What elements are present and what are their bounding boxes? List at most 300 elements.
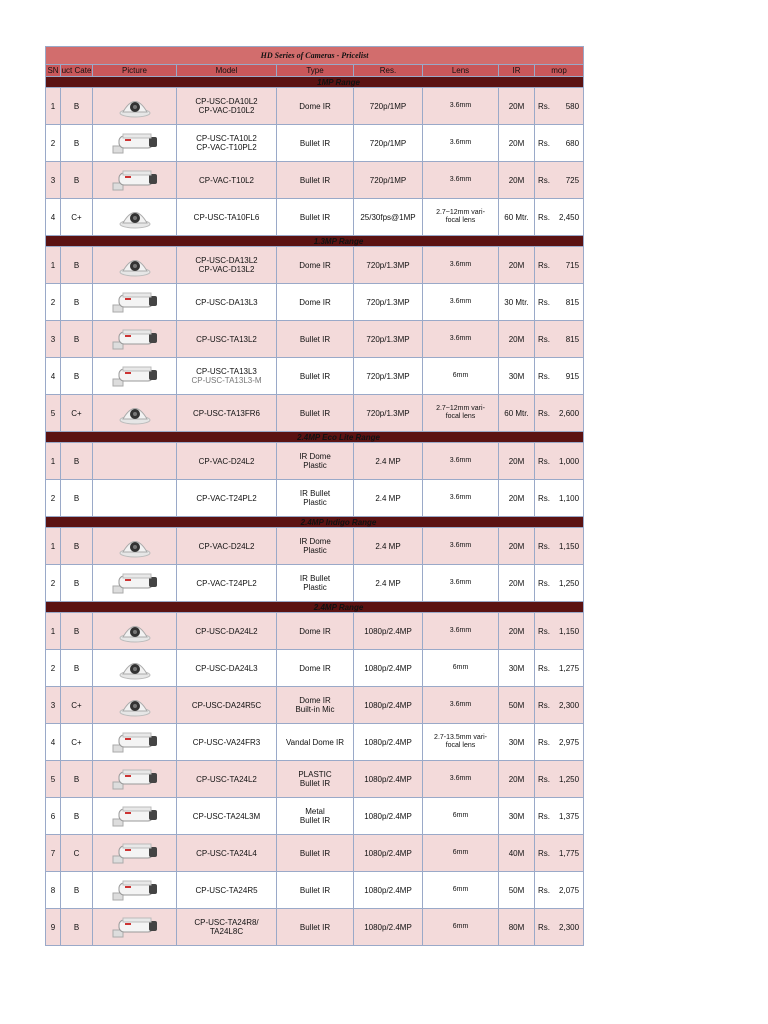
cell-resolution: 720p/1MP [354,162,423,199]
dome-camera-icon [93,395,176,431]
cell-price [535,613,584,650]
type-line-2: Built-in Mic [295,705,335,714]
cell-model [177,798,277,835]
bullet-camera-icon [93,909,176,945]
currency-label: Rs. [538,212,550,222]
cell-price [535,88,584,125]
cell-picture [93,284,177,321]
cell-model [177,835,277,872]
cell-sn: 6 [46,798,61,835]
lens-line-1: 6mm [452,886,469,893]
table-row [46,125,584,162]
bullet-camera-icon [93,835,176,871]
cell-sn: 1 [46,88,61,125]
section-label: 2.4MP Indigo Range [300,517,377,527]
cell-resolution: 720p/1MP [354,88,423,125]
table-row [46,528,584,565]
table-row [46,247,584,284]
price-value: 1,275 [559,663,580,673]
type-line-1: Bullet IR [299,212,331,222]
price-value: 2,300 [559,700,580,710]
cell-model [177,247,277,284]
currency-label: Rs. [538,297,550,307]
cell-ir: 20M [499,480,535,517]
dome-camera-icon [93,88,176,124]
lens-line-1: 2.7-13.5mm vari- [434,734,487,741]
cell-picture [93,613,177,650]
cell-type [277,687,354,724]
cell-model [177,88,277,125]
dome-camera-icon [93,613,176,649]
section-label: 2.4MP Eco Lite Range [297,432,380,442]
cell-sn: 3 [46,321,61,358]
lens-line-1: 3.6mm [449,298,472,305]
cell-price [535,284,584,321]
lens-line-1: 6mm [452,664,469,671]
model-line-1: CP-USC-TA24L4 [196,848,257,858]
section-header [46,236,584,247]
cell-picture [93,687,177,724]
type-line-1: Dome IR [299,663,331,673]
dome-camera-icon [93,199,176,235]
cell-lens [423,909,499,946]
bullet-camera-icon [93,565,176,601]
price-value: 2,450 [559,212,580,222]
type-line-1: Dome IR [299,297,331,307]
model-line-1: CP-VAC-T24PL2 [196,578,257,588]
title-row [46,47,584,65]
cell-lens [423,613,499,650]
lens-line-1: 2.7~12mm vari- [436,209,485,216]
price-value: 815 [565,297,580,307]
type-line-1: IR Dome [299,537,331,546]
price-value: 2,975 [559,737,580,747]
price-value: 2,600 [559,408,580,418]
cell-model [177,199,277,236]
currency-label: Rs. [538,408,550,418]
cell-price [535,480,584,517]
cell-sn: 1 [46,613,61,650]
cell-type [277,480,354,517]
lens-line-2: focal lens [445,413,476,420]
cell-price [535,162,584,199]
lens-line-2: focal lens [445,742,476,749]
currency-label: Rs. [538,811,550,821]
cell-sn: 1 [46,528,61,565]
lens-line-1: 6mm [452,812,469,819]
type-line-1: Bullet IR [299,334,331,344]
cell-category: B [61,321,93,358]
cell-resolution: 720p/1.3MP [354,321,423,358]
cell-type [277,199,354,236]
bullet-camera-icon [93,125,176,161]
section-title [46,77,584,88]
cell-model [177,687,277,724]
cell-lens [423,88,499,125]
section-label: 2.4MP Range [313,602,364,612]
cell-resolution: 720p/1.3MP [354,358,423,395]
cell-model [177,358,277,395]
cell-sn: 1 [46,247,61,284]
cell-price [535,565,584,602]
type-line-2: Plastic [303,546,327,555]
lens-line-1: 3.6mm [449,579,472,586]
bullet-camera-icon [93,162,176,198]
table-row [46,835,584,872]
cell-ir: 40M [499,835,535,872]
section-header [46,602,584,613]
cell-lens [423,395,499,432]
currency-label: Rs. [538,456,550,466]
cell-type [277,358,354,395]
model-line-2: CP-USC-TA13L3-M [191,376,262,385]
cell-lens [423,761,499,798]
cell-model [177,724,277,761]
cell-category: C+ [61,724,93,761]
cell-resolution: 1080p/2.4MP [354,798,423,835]
cell-price [535,798,584,835]
cell-sn: 1 [46,443,61,480]
cell-picture [93,125,177,162]
currency-label: Rs. [538,578,550,588]
cell-category: B [61,443,93,480]
currency-label: Rs. [538,541,550,551]
section-title [46,236,584,247]
cell-model [177,480,277,517]
cell-type [277,395,354,432]
section-label: 1.3MP Range [313,236,364,246]
cell-type [277,528,354,565]
model-line-1: CP-USC-TA13L3 [196,367,257,376]
cell-price [535,358,584,395]
cell-category: B [61,565,93,602]
cell-picture [93,480,177,517]
model-line-1: CP-USC-VA24FR3 [192,737,261,747]
model-line-1: CP-USC-TA24R5 [195,885,258,895]
cell-category: B [61,358,93,395]
cell-resolution: 2.4 MP [354,528,423,565]
table-row [46,358,584,395]
cell-price [535,125,584,162]
model-line-2: CP-VAC-D10L2 [198,106,255,115]
type-line-1: Dome IR [299,626,331,636]
header-res: Res. [354,65,423,77]
cell-resolution: 1080p/2.4MP [354,835,423,872]
price-value: 1,250 [559,578,580,588]
cell-type [277,321,354,358]
model-line-1: CP-VAC-T10L2 [199,175,254,185]
model-line-1: CP-USC-DA10L2 [195,97,258,106]
cell-sn: 2 [46,565,61,602]
cell-category: B [61,650,93,687]
cell-lens [423,247,499,284]
header-ir: IR [499,65,535,77]
cell-model [177,528,277,565]
cell-price [535,687,584,724]
cell-resolution: 1080p/2.4MP [354,909,423,946]
model-line-1: CP-USC-DA24L3 [195,663,258,673]
cell-price [535,724,584,761]
cell-ir: 50M [499,872,535,909]
cell-model [177,125,277,162]
cell-picture [93,650,177,687]
table-row [46,872,584,909]
header-mop: mop [535,65,584,77]
cell-ir: 30M [499,724,535,761]
cell-category: B [61,761,93,798]
cell-price [535,321,584,358]
cell-picture [93,358,177,395]
cell-ir: 20M [499,162,535,199]
cell-picture [93,872,177,909]
cell-ir: 30M [499,650,535,687]
cell-sn: 2 [46,125,61,162]
price-value: 2,075 [559,885,580,895]
price-value: 1,150 [559,541,580,551]
price-value: 725 [565,175,580,185]
currency-label: Rs. [538,885,550,895]
cell-picture [93,798,177,835]
cell-price [535,835,584,872]
section-title [46,517,584,528]
cell-sn: 2 [46,480,61,517]
header-lens: Lens [423,65,499,77]
lens-line-1: 3.6mm [449,494,472,501]
cell-type [277,724,354,761]
type-line-1: IR Dome [299,452,331,461]
lens-line-1: 3.6mm [449,102,472,109]
cell-picture [93,199,177,236]
dome-camera-icon [93,687,176,723]
currency-label: Rs. [538,848,550,858]
cell-type [277,162,354,199]
cell-picture [93,395,177,432]
cell-lens [423,284,499,321]
cell-ir: 20M [499,761,535,798]
cell-lens [423,162,499,199]
cell-model [177,443,277,480]
table-row [46,480,584,517]
cell-lens [423,872,499,909]
model-line-1: CP-USC-TA10L2 [196,134,257,143]
cell-resolution: 1080p/2.4MP [354,613,423,650]
type-line-1: Bullet IR [299,138,331,148]
cell-lens [423,443,499,480]
cell-category: C+ [61,395,93,432]
cell-lens [423,835,499,872]
table-row [46,909,584,946]
cell-sn: 9 [46,909,61,946]
cell-ir: 60 Mtr. [499,199,535,236]
cell-model [177,613,277,650]
type-line-2: Bullet IR [299,779,331,788]
table-row [46,613,584,650]
cell-model [177,321,277,358]
type-line-1: Bullet IR [299,922,331,932]
cell-resolution: 2.4 MP [354,443,423,480]
bullet-camera-icon [93,761,176,797]
cell-lens [423,565,499,602]
cell-picture [93,321,177,358]
cell-lens [423,125,499,162]
cell-type [277,88,354,125]
cell-picture [93,88,177,125]
model-line-2: CP-VAC-D13L2 [198,265,255,274]
table-row [46,321,584,358]
cell-picture [93,724,177,761]
header-row [46,65,584,77]
lens-line-1: 3.6mm [449,335,472,342]
type-line-1: Bullet IR [299,371,331,381]
type-line-1: Dome IR [299,101,331,111]
cell-category: B [61,613,93,650]
cell-lens [423,687,499,724]
cell-type [277,909,354,946]
cell-model [177,284,277,321]
bullet-camera-icon [93,724,176,760]
price-value: 1,000 [559,456,580,466]
cell-resolution: 720p/1MP [354,125,423,162]
type-line-1: Vandal Dome IR [285,737,345,747]
type-line-1: Bullet IR [299,408,331,418]
bullet-camera-icon [93,358,176,394]
cell-type [277,798,354,835]
type-line-2: Plastic [303,498,327,507]
cell-category: C+ [61,687,93,724]
cell-category: B [61,284,93,321]
currency-label: Rs. [538,101,550,111]
dome-camera-icon [93,247,176,283]
lens-line-2: focal lens [445,217,476,224]
cell-ir: 30M [499,358,535,395]
price-value: 2,300 [559,922,580,932]
price-value: 580 [565,101,580,111]
type-line-1: Dome IR [299,260,331,270]
model-line-1: CP-USC-DA24L2 [195,626,258,636]
cell-price [535,528,584,565]
currency-label: Rs. [538,334,550,344]
cell-type [277,443,354,480]
cell-lens [423,358,499,395]
cell-sn: 3 [46,162,61,199]
cell-type [277,565,354,602]
model-line-1: CP-USC-DA13L2 [195,256,258,265]
type-line-2: Plastic [303,461,327,470]
table-row [46,443,584,480]
price-value: 1,250 [559,774,580,784]
cell-resolution: 2.4 MP [354,480,423,517]
cell-sn: 3 [46,687,61,724]
type-line-1: IR Bullet [299,574,331,583]
price-value: 1,150 [559,626,580,636]
table-row [46,687,584,724]
cell-resolution: 2.4 MP [354,565,423,602]
type-line-1: PLASTIC [298,770,332,779]
cell-ir: 20M [499,613,535,650]
cell-lens [423,199,499,236]
price-value: 1,100 [559,493,580,503]
cell-category: B [61,162,93,199]
cell-picture [93,761,177,798]
model-line-2: CP-VAC-T10PL2 [196,143,257,152]
cell-model [177,761,277,798]
cell-category: B [61,125,93,162]
table-row [46,565,584,602]
pricelist-body [46,47,584,946]
cell-price [535,247,584,284]
cell-lens [423,724,499,761]
table-row [46,162,584,199]
table-row [46,798,584,835]
cell-model [177,909,277,946]
table-row [46,199,584,236]
header-type: Type [277,65,354,77]
price-value: 915 [565,371,580,381]
currency-label: Rs. [538,260,550,270]
cell-sn: 5 [46,761,61,798]
lens-line-1: 6mm [452,372,469,379]
header-sn: SN [47,66,59,75]
model-line-1: CP-VAC-T24PL2 [196,493,257,503]
bullet-camera-icon [93,284,176,320]
cell-type [277,650,354,687]
section-title [46,432,584,443]
section-label: 1MP Range [317,77,360,87]
cell-price [535,872,584,909]
cell-price [535,443,584,480]
model-line-1: CP-USC-TA13FR6 [193,408,260,418]
type-line-1: Dome IR [299,696,331,705]
cell-price [535,909,584,946]
cell-resolution: 25/30fps@1MP [354,199,423,236]
cell-price [535,395,584,432]
cell-model [177,162,277,199]
price-value: 715 [565,260,580,270]
sheet-title: HD Series of Cameras - Pricelist [46,47,584,65]
cell-category: B [61,909,93,946]
lens-line-1: 3.6mm [449,261,472,268]
cell-resolution: 720p/1.3MP [354,395,423,432]
currency-label: Rs. [538,700,550,710]
cell-picture [93,247,177,284]
cell-category: B [61,872,93,909]
cell-category: B [61,798,93,835]
cell-ir: 30 Mtr. [499,284,535,321]
cell-resolution: 1080p/2.4MP [354,724,423,761]
cell-lens [423,798,499,835]
cell-price [535,761,584,798]
cell-picture [93,443,177,480]
price-value: 1,375 [559,811,580,821]
cell-sn: 2 [46,284,61,321]
lens-line-1: 3.6mm [449,775,472,782]
cell-picture [93,909,177,946]
currency-label: Rs. [538,922,550,932]
model-line-1: CP-USC-TA24L2 [196,774,257,784]
cell-type [277,613,354,650]
cell-ir: 60 Mtr. [499,395,535,432]
cell-model [177,650,277,687]
header-picture: Picture [93,65,177,77]
table-row [46,395,584,432]
lens-line-1: 3.6mm [449,542,472,549]
cell-ir: 80M [499,909,535,946]
type-line-1: Bullet IR [299,848,331,858]
lens-line-1: 3.6mm [449,701,472,708]
price-value: 1,775 [559,848,580,858]
cell-ir: 20M [499,247,535,284]
model-line-1: CP-USC-TA24L3M [192,811,261,821]
